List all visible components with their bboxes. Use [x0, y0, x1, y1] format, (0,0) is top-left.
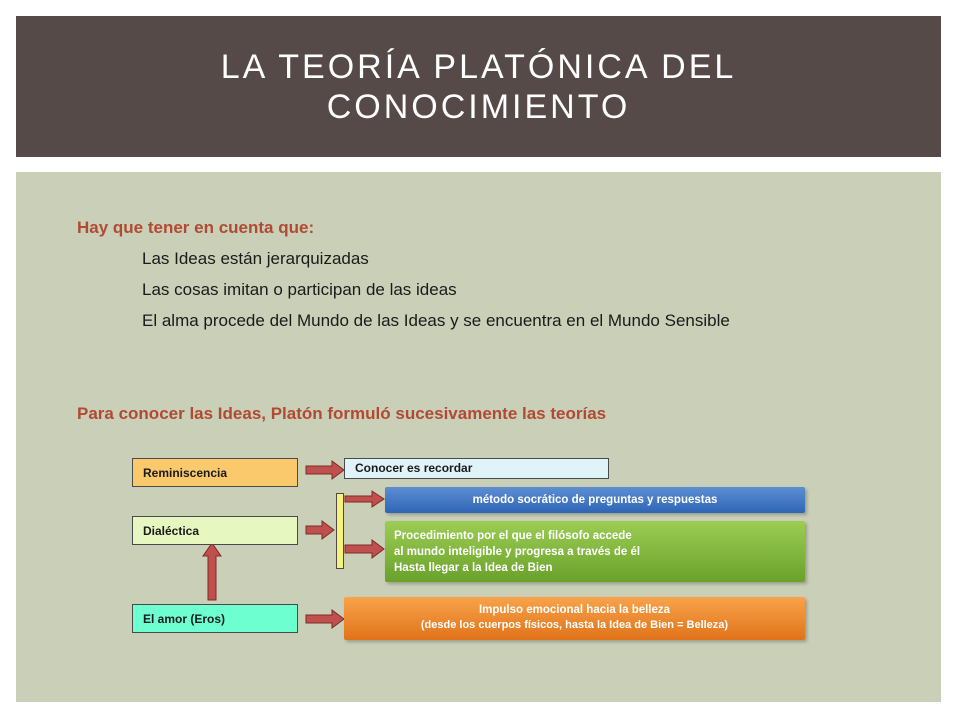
procedimiento-line: Hasta llegar a la Idea de Bien: [394, 562, 553, 574]
arrow-right-icon: [306, 521, 334, 539]
arrow-right-icon: [306, 461, 344, 479]
amor-box: El amor (Eros): [132, 604, 298, 633]
intro-point: El alma procede del Mundo de las Ideas y se encuentra en el Mundo Sensible: [142, 311, 730, 330]
dialectica-box: Dialéctica: [132, 516, 298, 545]
metodo-box: método socrático de preguntas y respuestas: [385, 487, 805, 513]
arrow-right-icon: [306, 610, 344, 628]
conocer-box: Conocer es recordar: [344, 458, 609, 479]
procedimiento-line: Procedimiento por el que el filósofo accede: [394, 530, 632, 542]
intro-point: Las cosas imitan o participan de las ideas: [142, 280, 457, 299]
impulso-box: [344, 597, 805, 640]
procedimiento-line: al mundo inteligible y progresa a través de él: [394, 546, 641, 558]
procedimiento-box: [385, 521, 805, 582]
theories-heading: Para conocer las Ideas, Platón formuló sucesivamente las teorías: [77, 404, 607, 423]
reminiscencia-box: Reminiscencia: [132, 458, 298, 487]
arrow-right-icon: [345, 540, 384, 558]
dialectica-bracket: [336, 493, 344, 569]
slide-title: LA TEORÍA PLATÓNICA DEL CONOCIMIENTO: [220, 47, 737, 126]
impulso-line: Impulso emocional hacia la belleza: [478, 604, 671, 616]
impulso-line: (desde los cuerpos físicos, hasta la Idea de Bien = Belleza): [420, 619, 729, 631]
arrow-right-icon: [345, 491, 384, 507]
intro-point: Las Ideas están jerarquizadas: [142, 249, 369, 268]
intro-heading: Hay que tener en cuenta que:: [77, 218, 315, 237]
arrow-up-icon: [203, 543, 221, 600]
